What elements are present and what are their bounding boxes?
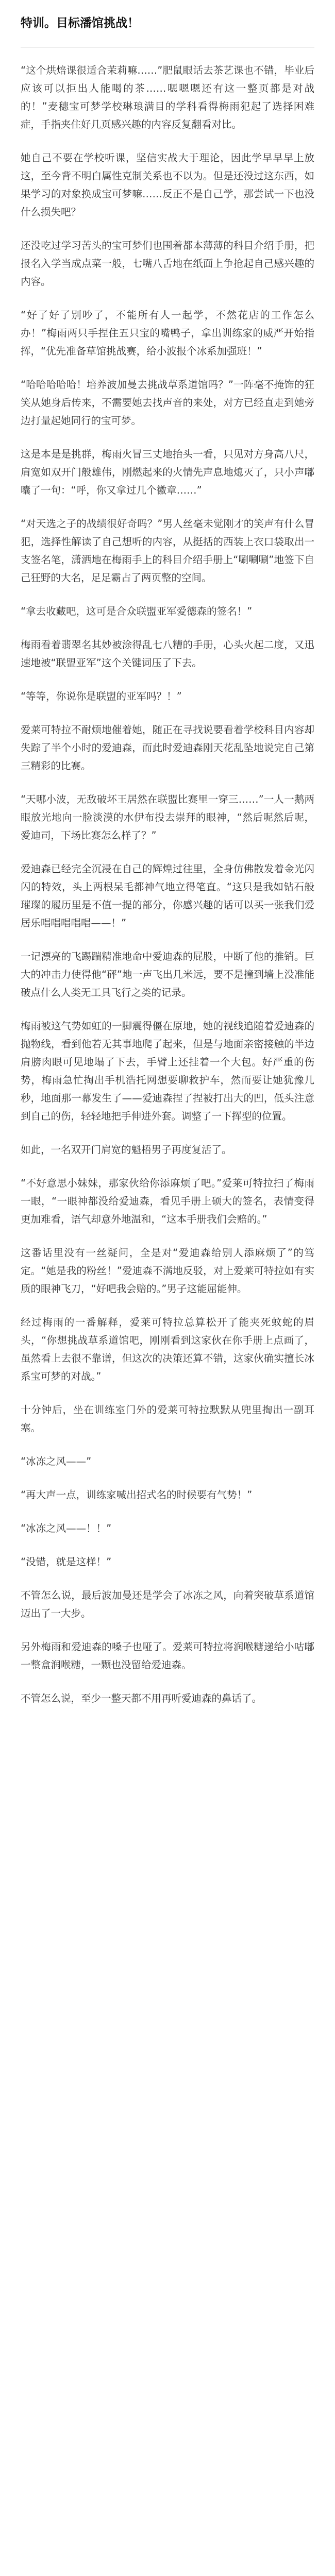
- article-paragraph: 一记漂亮的飞踢踹精准地命中爱迪森的屁股，中断了他的推销。巨大的冲击力使得他“砰”地一声飞出几米远，要不是撞到墙上没准能破点什么人类无工具飞行之类的记录。: [21, 951, 314, 998]
- article-paragraph: “拿去收藏吧，这可是合众联盟亚军爱德森的签名！”: [21, 605, 253, 617]
- article-paragraph: 这番话里没有一丝疑问，全是对“爱迪森给别人添麻烦了”的笃定。“她是我的粉丝！”爱迪森不满地反驳，对上爱莱可特拉如有实质的眼神飞刀，“好吧我会赔的。”男子这能屈能伸。: [21, 1247, 314, 1295]
- article-paragraph: “哈哈哈哈哈！培养波加曼去挑战草系道馆吗？”一阵毫不掩饰的狂笑从她身后传来，不需要她去找声音的来处，对方已经直走到她旁边打量起她同行的宝可梦。: [21, 379, 314, 427]
- title-divider: [21, 47, 314, 48]
- article-paragraph: 她自己不要在学校听课，坚信实战大于理论，因此学早早早上放这，至今背不明白属性克制关系也不以为。但是还没过这东西，如果学习的对象换成宝可梦嘛……反正不是自己学，那尝试一下也没什么损失吧？: [21, 152, 314, 218]
- article-paragraph: 另外梅雨和爱迪森的嗓子也哑了。爱莱可特拉将润喉糖递给小咕嘟一整盒润喉糖，一颗也没留给爱迪森。: [21, 1641, 314, 1671]
- article-paragraph: 梅雨被这气势如虹的一脚震得僵在原地，她的视线追随着爱迪森的抛物线，看到他若无其事地爬了起来，但是与地面亲密接触的半边肩膀肉眼可见地塌了下去，手臂上还挂着一个大包。好严重的伤势，梅雨急忙掏出手机浩托网想要聊救护车，然而要让她犹豫几秒，地面那一幕发生了——爱迪森捏了捏被打出大的凹，低头注意到自己的伤，轻轻地把手伸进外套。调整了一下挥型的位置。: [21, 1020, 314, 1122]
- article-paragraph: 经过梅雨的一番解释，爱莱可特拉总算松开了能夹死蚊蛇的眉头，“你想挑战草系道馆吧，刚刚看到这家伙在你手册上点画了，虽然看上去很不靠谱，但这次的决策还算不错，这家伙确实擅长冰系宝可梦的对战。”: [21, 1316, 314, 1382]
- article-paragraph: “等等，你说你是联盟的亚军吗？！”: [21, 690, 182, 702]
- article-paragraph: 十分钟后，坐在训练室门外的爱莱可特拉默默从兜里掏出一副耳塞。: [21, 1404, 314, 1434]
- article-paragraph: 爱迪森已经完全沉浸在自己的辉煌过往里，全身仿佛散发着金光闪闪的特效，头上两根呆毛都神气地立得笔直。“这只是我如钻石般璀璨的履历里是不值一提的部分，你感兴趣的话可以买一张我们爱居乐唱唱唱唱唱——！”: [21, 863, 314, 929]
- article-paragraph: 梅雨看着翡翠名其妙被涂得乱七八糟的手册，心头火起二度，又迅速地被“联盟亚军”这个关键词压了下去。: [21, 639, 314, 669]
- article-paragraph: “冰冻之风——！！”: [21, 1522, 112, 1534]
- article-paragraph: “不好意思小妹妹，那家伙给你添麻烦了吧。”爱莱可特拉扫了梅雨一眼，“一眼神都没给爱迪森，看见手册上硕大的签名，表情变得更加难看，语气却意外地温和，“这本手册我们会赔的。”: [21, 1177, 314, 1225]
- article-paragraph: 还没吃过学习苦头的宝可梦们也围着都本薄薄的科目介绍手册，把报名入学当成点菜一般，七嘴八舌地在纸面上争抢起自己感兴趣的内容。: [21, 240, 314, 287]
- article-paragraph: 不管怎么说，最后波加曼还是学会了冰冻之风，向着突破草系道馆迈出了一大步。: [21, 1589, 314, 1619]
- article-paragraph: 如此，一名双开门肩宽的魁梧男子再度复活了。: [21, 1144, 232, 1156]
- article-paragraph: “好了好了别吵了，不能所有人一起学，不然花店的工作怎么办！”梅雨两只手捏住五只宝的嘴鸭子，拿出训练家的威严开始指挥，“优先准备草馆挑战赛，给小波报个冰系加强班！”: [21, 309, 314, 357]
- article-body: [21, 61, 314, 1707]
- article-paragraph: 爱莱可特拉不耐烦地催着她，随正在寻找说要看着学校科目内容却失踪了半个小时的爱迪森，而此时爱迪森刚天花乱坠地说完自己第三精彩的比赛。: [21, 724, 314, 772]
- article-paragraph: 不管怎么说，至少一整天都不用再听爱迪森的鼻话了。: [21, 1692, 262, 1704]
- article-paragraph: “再大声一点，训练家喊出招式名的时候要有气势！”: [21, 1489, 253, 1501]
- article-paragraph: “对天选之子的战绩很好奇吗？”男人丝毫未觉刚才的笑声有什么冒犯，选择性解读了自己想听的内容，从挺括的西装上衣口袋取出一支签名笔，潇洒地在梅雨手上的科目介绍手册上“唰唰唰”地签下自己狂野的大名，足足霸占了两页整的空间。: [21, 518, 314, 584]
- article-paragraph: “这个烘焙课很适合茉莉嘛……”肥鼠眼话去茶艺课也不错，毕业后应该可以拒出人能喝的茶……嗯嗯嗯还有这一整页都是对战的！”麦穗宝可梦学校琳琅满目的学科看得梅雨犯起了选择困难症，手指夹住好几页感兴趣的内容反复翻看对比。: [21, 64, 314, 130]
- article-title: 特训。目标潘馆挑战！: [21, 16, 139, 30]
- article-paragraph: “冰冻之风——”: [21, 1455, 92, 1467]
- article-paragraph: 这是本是是挑群，梅雨火冒三丈地抬头一看，只见对方身高八尺，肩宽如双开门般雄伟，刚燃起来的火情先声息地熄灭了，只小声嘟囔了一句：“呼，你又拿过几个徽章……”: [21, 448, 314, 496]
- article-paragraph: “天哪小波，无敌破坏王居然在联盟比赛里一穿三……”一人一鹅两眼放光地向一脸淡漠的水伊布投去崇拜的眼神，“然后呢然后呢，爱迪司，下场比赛怎么样了？”: [21, 793, 314, 841]
- article-paragraph: “没错，就是这样！”: [21, 1556, 112, 1568]
